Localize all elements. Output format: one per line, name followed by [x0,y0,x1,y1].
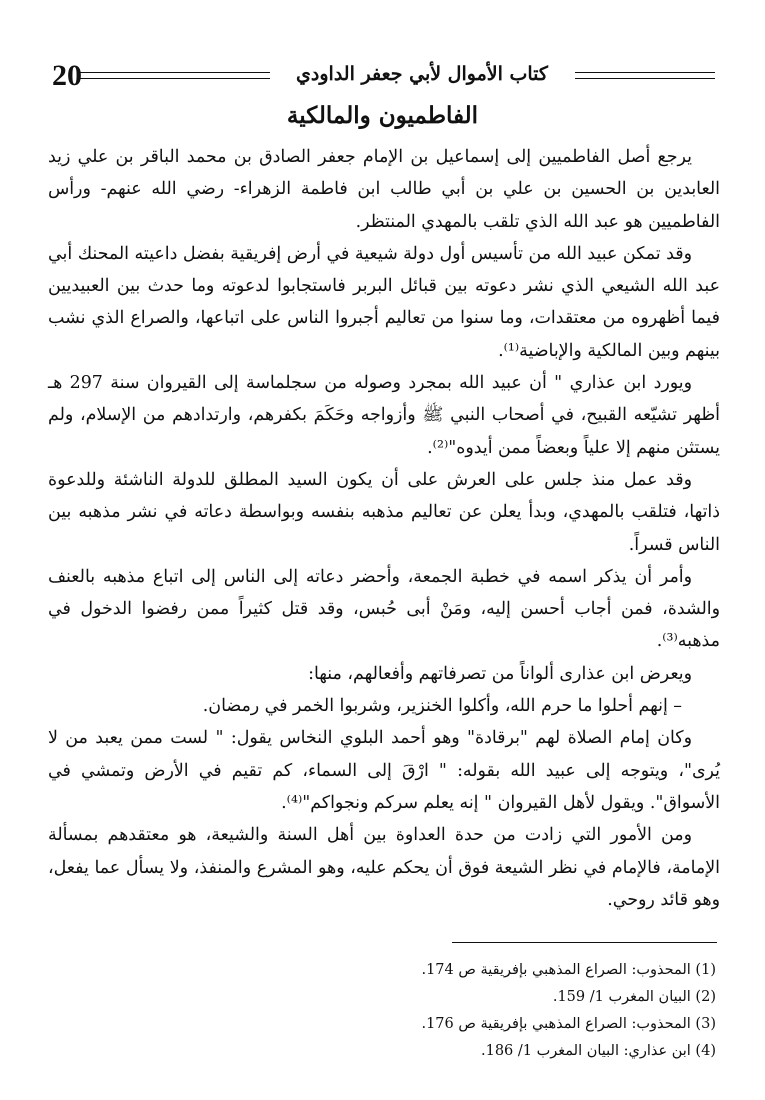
footnotes [300,957,716,1065]
paragraph: يرجع أصل الفاطميين إلى إسماعيل بن الإمام جعفر الصادق بن محمد الباقر بن علي زيد العابدين بن الحسين بن علي بن أبي طالب ابن فاطمة الزهراء- رضي الله عنهم- ورأس الفاطميين هو عبد الله الذي تلقب بالمهدي المنتظر. [48,147,720,232]
paragraph: وأمر أن يذكر اسمه في خطبة الجمعة، وأحضر دعاته إلى الناس إلى اتباع مذهبه بالعنف والشدة، فمن أجاب أحسن إليه، ومَنْ أبى حُبس، وقد قتل كثيراً ممن رفضوا الدخول في مذهبه⁽³⁾. [48,566,720,652]
paragraph: ويورد ابن عذاري " أن عبيد الله بمجرد وصوله من سجلماسة إلى القيروان سنة 297 هـ أظهر تشيّعه القبيح، في أصحاب النبي ﷺ وأزواجه وحَكَمَ بكفرهم، وارتدادهم من الإسلام، ولم يستثن منهم إلا علياً وبعضاً ممن أيدوه"⁽²⁾. [48,373,720,458]
footnote: (1) المحذوب: الصراع المذهبي بإفريقية ص 174. [421,962,716,978]
page-number: 20 [52,59,82,92]
paragraph: وكان إمام الصلاة لهم "برقادة" وهو أحمد البلوي النخاس يقول: " لست ممن يعبد من لا يُرى"، ويتوجه إلى عبيد الله بقوله: " ارْقَ إلى السماء، كم تقيم في الأرض وتمشي في الأسواق". ويقول لأهل القيروان " إنه يعلم سركم ونجواكم"⁽⁴⁾. [48,728,720,813]
list-item: – إنهم أحلوا ما حرم الله، وأكلوا الخنزير، وشربوا الخمر في رمضان. [202,696,682,717]
header-rule-right [575,72,715,79]
footnote-divider [452,942,717,943]
paragraph: وقد عمل منذ جلس على العرش على أن يكون السيد المطلق للدولة الناشئة وللدعوة ذاتها، فتلقب بالمهدي، وبدأ يعلن عن تعاليم مذهبه بنفسه وبواسطة دعاته في نشر مذهبه بين الناس قسراً. [48,469,720,555]
footnote: (2) البيان المغرب 1/ 159. [552,989,716,1005]
paragraph: ومن الأمور التي زادت من حدة العداوة بين أهل السنة والشيعة، هو معتقدهم بمسألة الإمامة، فالإمام في نظر الشيعة فوق أن يحكم عليه، وهو المشرع والمنفذ، ولا يسأل عما يفعل، وهو قائد روحي. [48,825,720,910]
footnote: (4) ابن عذاري: البيان المغرب 1/ 186. [480,1043,716,1059]
paragraph: ويعرض ابن عذارى ألواناً من تصرفاتهم وأفعالهم، منها: [308,663,692,684]
running-title: كتاب الأموال لأبي جعفر الداودي [296,63,548,85]
section-title: الفاطميون والمالكية [286,102,479,129]
paragraph: وقد تمكن عبيد الله من تأسيس أول دولة شيعية في أرض إفريقية بفضل داعيته المحنك أبي عبد الله الشيعي الذي نشر دعوته بين قبائل البربر فاستجابوا لدعوته وما حدث بين العبيديين فيما أظهروه من معتقدات، وما سنوا من تعاليم أجبروا الناس على اتباعها، والصراع الذي نشب بينهم وبين المالكية والإباضية⁽¹⁾. [48,243,720,361]
footnote: (3) المحذوب: الصراع المذهبي بإفريقية ص 176. [421,1016,716,1032]
body-text [48,141,720,916]
header-rule-left [80,72,270,79]
